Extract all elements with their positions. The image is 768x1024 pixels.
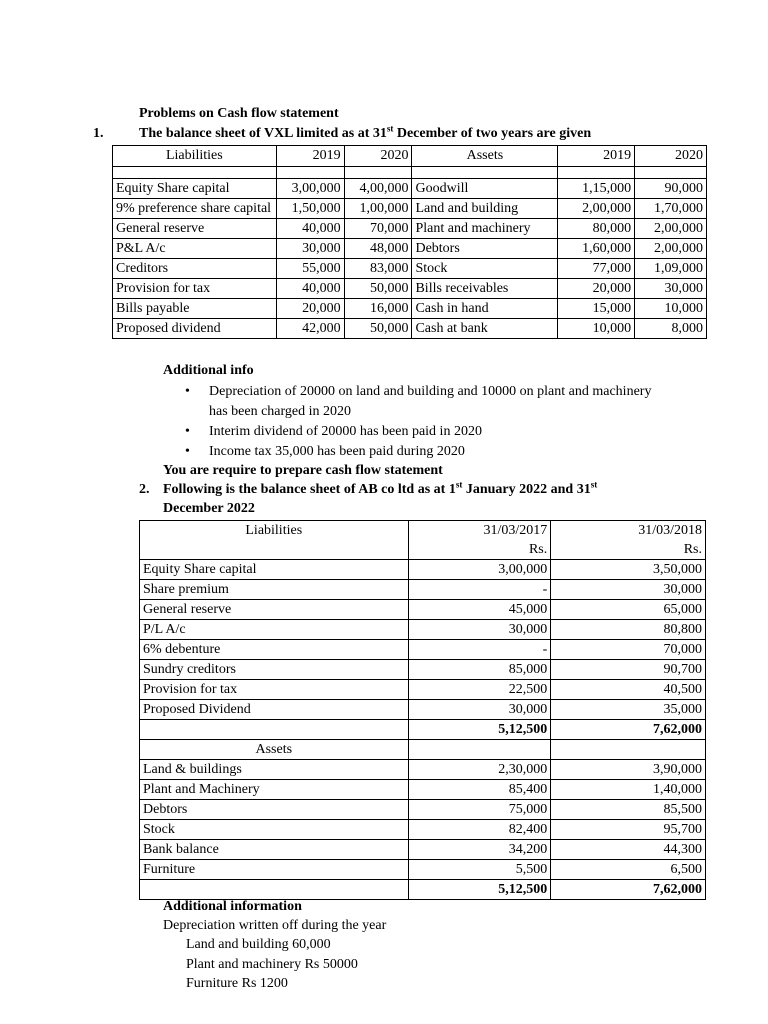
table-row	[113, 319, 707, 339]
problem-2-number: 2.	[139, 482, 150, 497]
additional-information-title: Additional information	[163, 899, 302, 914]
cell: P/L A/c	[140, 620, 409, 640]
cell: 85,500	[551, 800, 706, 820]
cell: 9% preference share capital	[113, 199, 277, 219]
cell: 5,500	[408, 860, 551, 880]
cell: 16,000	[344, 299, 412, 319]
table-row	[140, 620, 706, 640]
cell: 80,000	[558, 219, 635, 239]
cell: Plant and Machinery	[140, 780, 409, 800]
table-row	[140, 780, 706, 800]
cell: Stock	[140, 820, 409, 840]
cell: Bills payable	[113, 299, 277, 319]
table-row	[140, 600, 706, 620]
cell: 1,40,000	[551, 780, 706, 800]
cell: 90,000	[635, 179, 707, 199]
list-item: • Income tax 35,000 has been paid during 2020	[163, 442, 663, 462]
cell: 20,000	[276, 299, 344, 319]
cell: Cash at bank	[412, 319, 558, 339]
header-2020: 2020	[635, 146, 707, 167]
cell: 70,000	[344, 219, 412, 239]
header-2019: 2019	[276, 146, 344, 167]
cell: 1,50,000	[276, 199, 344, 219]
header-assets: Assets	[412, 146, 558, 167]
cell: 48,000	[344, 239, 412, 259]
cell: 77,000	[558, 259, 635, 279]
cell: Bills receivables	[412, 279, 558, 299]
cell: General reserve	[113, 219, 277, 239]
cell: 65,000	[551, 600, 706, 620]
table-row	[140, 560, 706, 580]
cell: 75,000	[408, 800, 551, 820]
table-row	[140, 860, 706, 880]
list-item: • Interim dividend of 20000 has been paid in 2020	[163, 422, 663, 442]
cell: Cash in hand	[412, 299, 558, 319]
cell: 3,50,000	[551, 560, 706, 580]
cell: 6,500	[551, 860, 706, 880]
cell: Sundry creditors	[140, 660, 409, 680]
dep-item-land: Land and building 60,000	[186, 937, 331, 952]
problem-2-title-line2: December 2022	[163, 501, 255, 516]
cell: 6% debenture	[140, 640, 409, 660]
cell: 4,00,000	[344, 179, 412, 199]
cell: Equity Share capital	[140, 560, 409, 580]
total-cell: 5,12,500	[408, 720, 551, 740]
cell: 50,000	[344, 319, 412, 339]
cell: 70,000	[551, 640, 706, 660]
cell: 3,00,000	[408, 560, 551, 580]
cell: Land & buildings	[140, 760, 409, 780]
cell: -	[408, 580, 551, 600]
cell: 90,700	[551, 660, 706, 680]
cell: 3,00,000	[276, 179, 344, 199]
total-cell: 5,12,500	[408, 880, 551, 900]
cell: Furniture	[140, 860, 409, 880]
cell: Debtors	[140, 800, 409, 820]
cell: 55,000	[276, 259, 344, 279]
dep-item-plant: Plant and machinery Rs 50000	[186, 957, 358, 972]
table-unit-row	[140, 540, 706, 560]
spacer-row	[113, 167, 707, 179]
table-row	[140, 640, 706, 660]
additional-info-title: Additional info	[163, 363, 254, 378]
table-row	[140, 820, 706, 840]
table-row	[140, 680, 706, 700]
cell: 1,00,000	[344, 199, 412, 219]
total-cell: 7,62,000	[551, 720, 706, 740]
cell: 40,500	[551, 680, 706, 700]
table-row	[140, 700, 706, 720]
page-heading: Problems on Cash flow statement	[139, 106, 339, 121]
header-date-2018: 31/03/2018	[551, 521, 706, 541]
instruction-text: You are require to prepare cash flow statement	[163, 463, 443, 478]
cell: 42,000	[276, 319, 344, 339]
cell: 95,700	[551, 820, 706, 840]
cell: 44,300	[551, 840, 706, 860]
table-row	[140, 660, 706, 680]
cell: 2,00,000	[635, 219, 707, 239]
cell: 10,000	[635, 299, 707, 319]
header-2020: 2020	[344, 146, 412, 167]
cell: 40,000	[276, 219, 344, 239]
cell: 82,400	[408, 820, 551, 840]
problem-1-number: 1.	[93, 126, 104, 141]
list-item: • Depreciation of 20000 on land and building and 10000 on plant and machinery has been charged in 2020	[163, 382, 663, 422]
problem-1-title: The balance sheet of VXL limited as at 31st December of two years are given	[139, 123, 592, 141]
cell: 8,000	[635, 319, 707, 339]
header-2019: 2019	[558, 146, 635, 167]
table-row	[140, 760, 706, 780]
cell: 20,000	[558, 279, 635, 299]
vxl-balance-sheet-table	[112, 145, 707, 339]
cell: 40,000	[276, 279, 344, 299]
cell: 1,60,000	[558, 239, 635, 259]
cell: Debtors	[412, 239, 558, 259]
table-row	[140, 580, 706, 600]
cell: 85,400	[408, 780, 551, 800]
cell: 34,200	[408, 840, 551, 860]
cell: 1,70,000	[635, 199, 707, 219]
additional-info-list	[163, 382, 663, 462]
table-header-row	[140, 521, 706, 541]
table-row	[113, 259, 707, 279]
cell: 1,15,000	[558, 179, 635, 199]
cell: 2,30,000	[408, 760, 551, 780]
total-cell: 7,62,000	[551, 880, 706, 900]
cell: 15,000	[558, 299, 635, 319]
cell: 1,09,000	[635, 259, 707, 279]
cell: Land and building	[412, 199, 558, 219]
cell: P&L A/c	[113, 239, 277, 259]
cell: Share premium	[140, 580, 409, 600]
cell: Equity Share capital	[113, 179, 277, 199]
cell: Proposed Dividend	[140, 700, 409, 720]
unit-label: Rs.	[408, 540, 551, 560]
table-row	[113, 199, 707, 219]
cell: 30,000	[551, 580, 706, 600]
cell: 30,000	[276, 239, 344, 259]
cell: 3,90,000	[551, 760, 706, 780]
table-row	[113, 239, 707, 259]
table-row	[140, 800, 706, 820]
assets-header-row	[140, 740, 706, 760]
cell: 22,500	[408, 680, 551, 700]
cell: 30,000	[408, 620, 551, 640]
table-row	[113, 219, 707, 239]
cell: Creditors	[113, 259, 277, 279]
header-assets: Assets	[140, 740, 409, 760]
cell: 50,000	[344, 279, 412, 299]
table-row	[113, 279, 707, 299]
ab-co-balance-sheet-table	[139, 520, 706, 900]
header-liabilities: Liabilities	[113, 146, 277, 167]
cell: 80,800	[551, 620, 706, 640]
cell: Proposed dividend	[113, 319, 277, 339]
cell: 30,000	[635, 279, 707, 299]
cell: 85,000	[408, 660, 551, 680]
liabilities-total-row	[140, 720, 706, 740]
table-row	[140, 840, 706, 860]
header-liabilities: Liabilities	[140, 521, 409, 541]
cell: Provision for tax	[140, 680, 409, 700]
problem-2-title: Following is the balance sheet of AB co ltd as at 1st January 2022 and 31st	[163, 479, 598, 497]
cell: 10,000	[558, 319, 635, 339]
cell: Bank balance	[140, 840, 409, 860]
cell: Provision for tax	[113, 279, 277, 299]
cell: Stock	[412, 259, 558, 279]
cell: 35,000	[551, 700, 706, 720]
assets-total-row	[140, 880, 706, 900]
depreciation-line: Depreciation written off during the year	[163, 918, 387, 933]
cell: Plant and machinery	[412, 219, 558, 239]
cell: 2,00,000	[635, 239, 707, 259]
cell: 2,00,000	[558, 199, 635, 219]
cell: 30,000	[408, 700, 551, 720]
table-header-row	[113, 146, 707, 167]
cell: 83,000	[344, 259, 412, 279]
header-date-2017: 31/03/2017	[408, 521, 551, 541]
cell: 45,000	[408, 600, 551, 620]
cell: General reserve	[140, 600, 409, 620]
cell: -	[408, 640, 551, 660]
cell: Goodwill	[412, 179, 558, 199]
table-row	[113, 299, 707, 319]
unit-label: Rs.	[551, 540, 706, 560]
dep-item-furniture: Furniture Rs 1200	[186, 976, 288, 991]
table-row	[113, 179, 707, 199]
